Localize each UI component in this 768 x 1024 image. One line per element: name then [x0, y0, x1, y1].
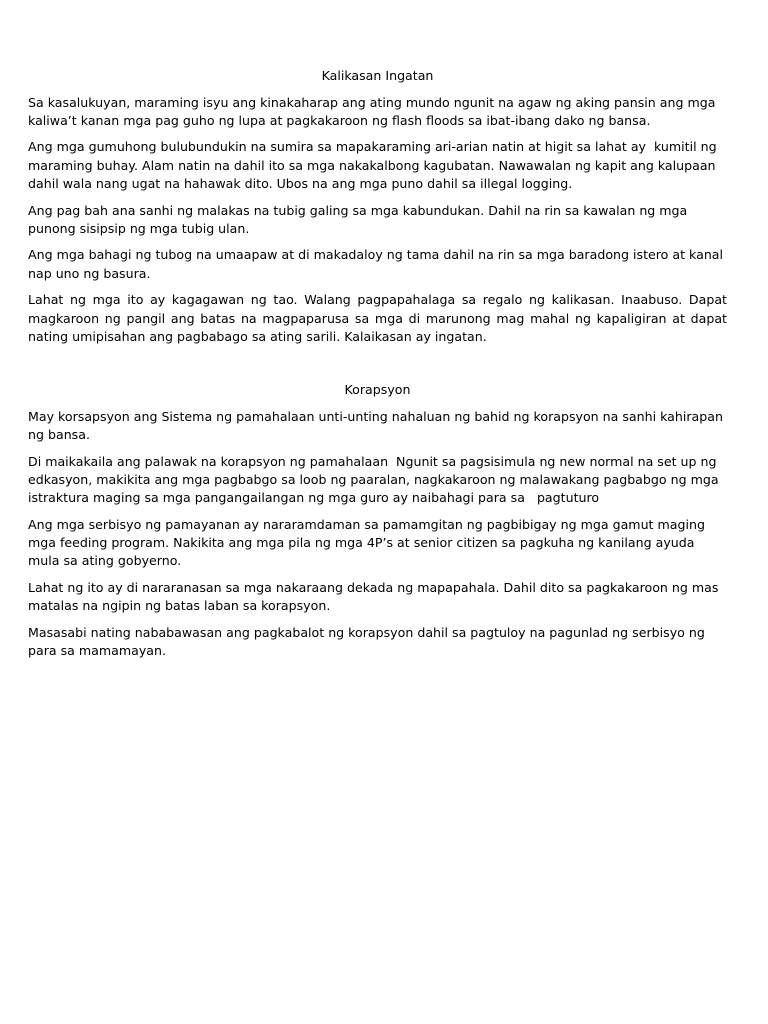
section-korapsyon [28, 381, 727, 660]
paragraph: Ang pag bah ana sanhi ng malakas na tubig galing sa mga kabundukan. Dahil na rin sa kawalan ng mga punong sisipsip ng mga tubig ulan. [28, 202, 692, 236]
paragraph: Ang mga gumuhong bulubundukin na sumira sa mapakaraming ari-arian natin at higit sa lahat ay kumitil ng maraming buhay. Alam natin na dahil ito sa mga nakakalbong kagubatan. Nawawalan ng kapit ang kalupaan dahil wala nang ugat na hahawak dito. Ubos na ang mga puno dahil sa illegal logging. [28, 139, 721, 191]
paragraph: Ang mga serbisyo ng pamayanan ay nararamdaman sa pamamgitan ng pagbibigay ng mga gamut maging mga feeding program. Nakikita ang mga pila ng mga 4P’s at senior citizen sa pagkuha ng kanilang ayuda mula sa ating gobyerno. [28, 516, 709, 569]
section-title: Korapsyon [344, 382, 411, 398]
paragraph: Lahat ng ito ay di nararanasan sa mga nakaraang dekada ng mapapahala. Dahil dito sa pagkakaroon ng mas matalas na ngipin ng batas laban sa korapsyon. [28, 580, 723, 614]
section-title: Kalikasan Ingatan [321, 68, 434, 83]
paragraph: Sa kasalukuyan, maraming isyu ang kinakaharap ang ating mundo ngunit na agaw ng aking pansin ang mga kaliwa’t kanan mga pag guho ng lupa at pagkakaroon ng flash floods sa ibat-ibang dako ng bansa. [28, 94, 720, 128]
paragraph: Di maikakaila ang palawak na korapsyon ng pamahalaan Ngunit sa pagsisimula ng new normal na set up ng edkasyon, makikita ang mga pagbabgo sa loob ng paaralan, nagkakaroon ng malawakang pagbabgo ng mga istraktura maging sa mga pangangailangan ng mga guro ay naibahagi para sa pagtuturo [28, 453, 723, 506]
paragraph: Masasabi nating nababawasan ang pagkabalot ng korapsyon dahil sa pagtuloy na pagunlad ng serbisyo ng para sa mamamayan. [28, 624, 709, 659]
paragraph: May korsapsyon ang Sistema ng pamahalaan unti-unting nahaluan ng bahid ng korapsyon na sanhi kahirapan ng bansa. [28, 408, 727, 443]
paragraph: Ang mga bahagi ng tubog na umaapaw at di makadaloy ng tama dahil na rin sa mga baradong istero at kanal nap uno ng basura. [28, 247, 728, 281]
paragraph: Lahat ng mga ito ay kagagawan ng tao. Walang pagpapahalaga sa regalo ng kalikasan. Inaabuso. Dapat magkaroon ng pangil ang batas na magpaparusa sa mga di marunong mag mahal ng kapaligiran at dapat nating umipisahan ang pagbabago sa ating sarili. Kalaikasan ay ingatan. [28, 292, 732, 344]
document-body [28, 67, 732, 669]
section-kalikasan-ingatan [28, 67, 732, 346]
section-spacer [28, 354, 727, 381]
